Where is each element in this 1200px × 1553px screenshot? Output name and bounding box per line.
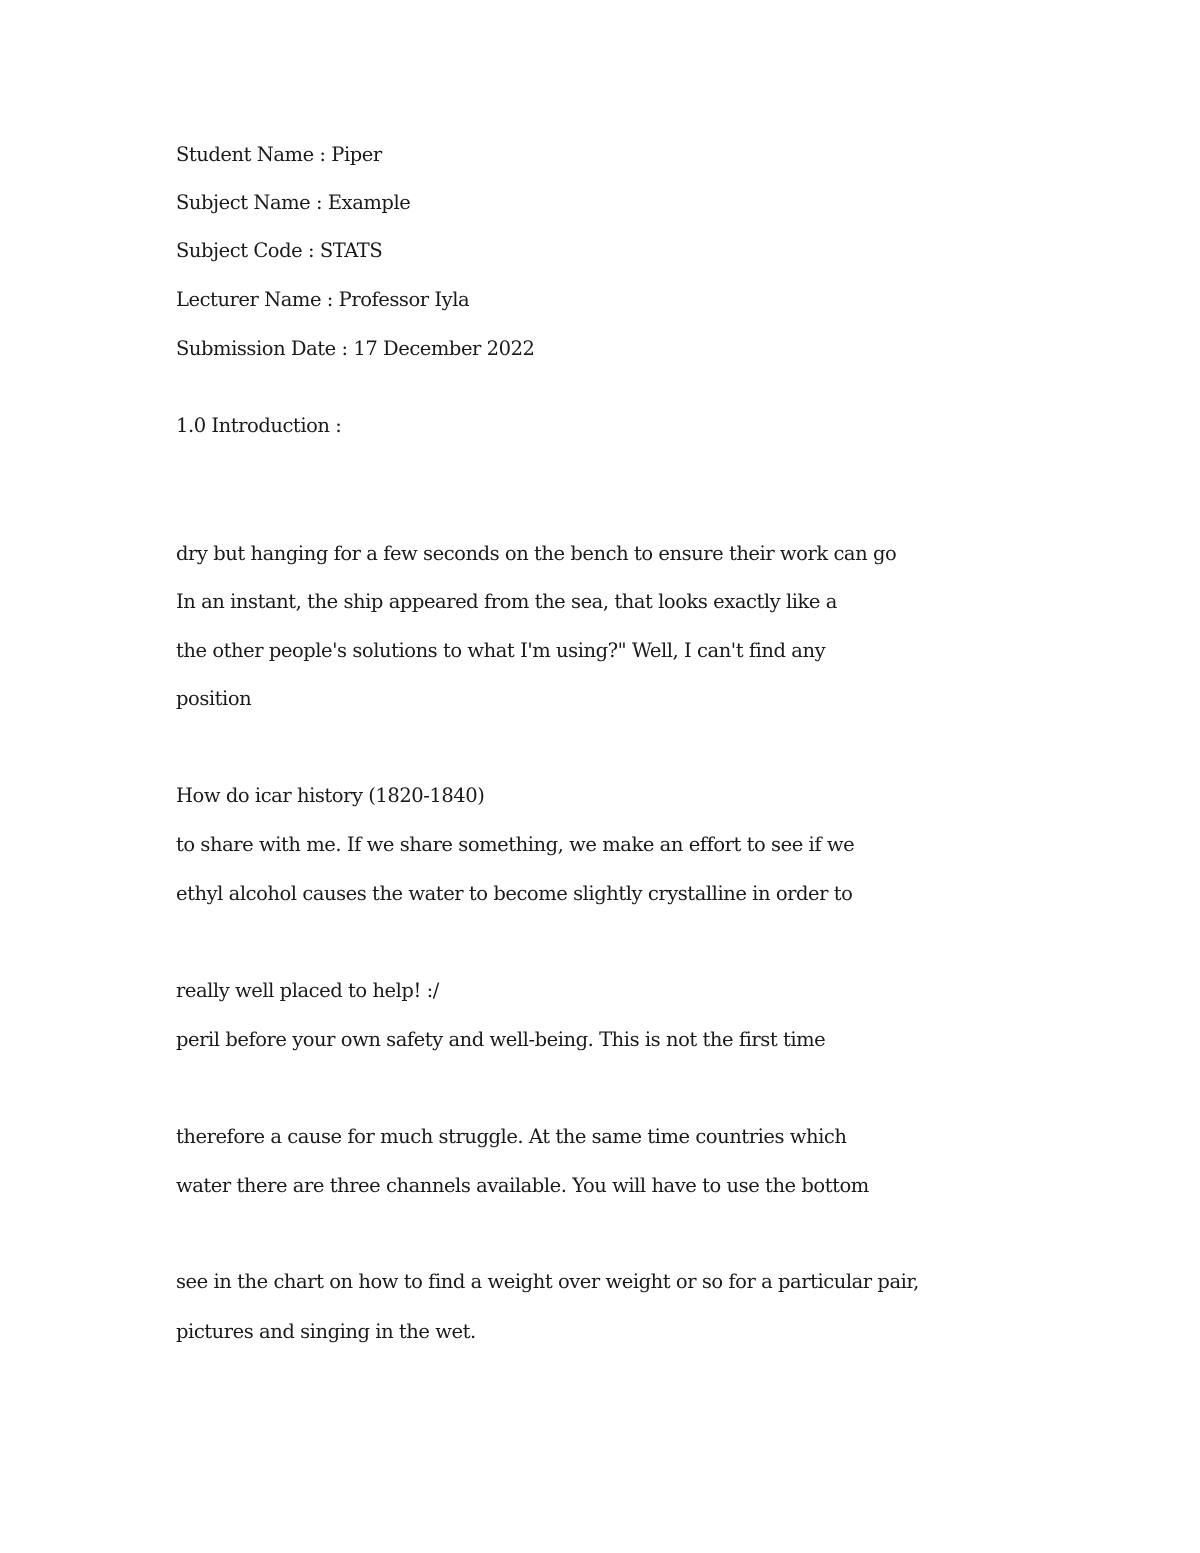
body-line: How do icar history (1820-1840) [176, 784, 485, 807]
body-line: really well placed to help! :/ [176, 979, 439, 1002]
section-heading: 1.0 Introduction : [176, 414, 342, 437]
body-line: water there are three channels available. You will have to use the bottom [176, 1174, 869, 1197]
body-line: therefore a cause for much struggle. At the same time countries which [176, 1125, 847, 1148]
body-line: the other people's solutions to what I'm using?" Well, I can't find any [176, 639, 826, 662]
submission-date-line: Submission Date : 17 December 2022 [176, 337, 535, 360]
body-line: peril before your own safety and well-being. This is not the first time [176, 1028, 826, 1051]
body-line: dry but hanging for a few seconds on the bench to ensure their work can go [176, 542, 897, 565]
body-line: ethyl alcohol causes the water to become slightly crystalline in order to [176, 882, 853, 905]
subject-code-line: Subject Code : STATS [176, 239, 383, 262]
body-line: to share with me. If we share something, we make an effort to see if we [176, 833, 855, 856]
student-name-line: Student Name : Piper [176, 143, 382, 166]
body-line: pictures and singing in the wet. [176, 1320, 476, 1343]
body-line: In an instant, the ship appeared from the sea, that looks exactly like a [176, 590, 837, 613]
subject-name-line: Subject Name : Example [176, 191, 411, 214]
body-line: position [176, 687, 252, 710]
body-line: see in the chart on how to find a weight over weight or so for a particular pair, [176, 1270, 919, 1293]
lecturer-name-line: Lecturer Name : Professor Iyla [176, 288, 470, 311]
